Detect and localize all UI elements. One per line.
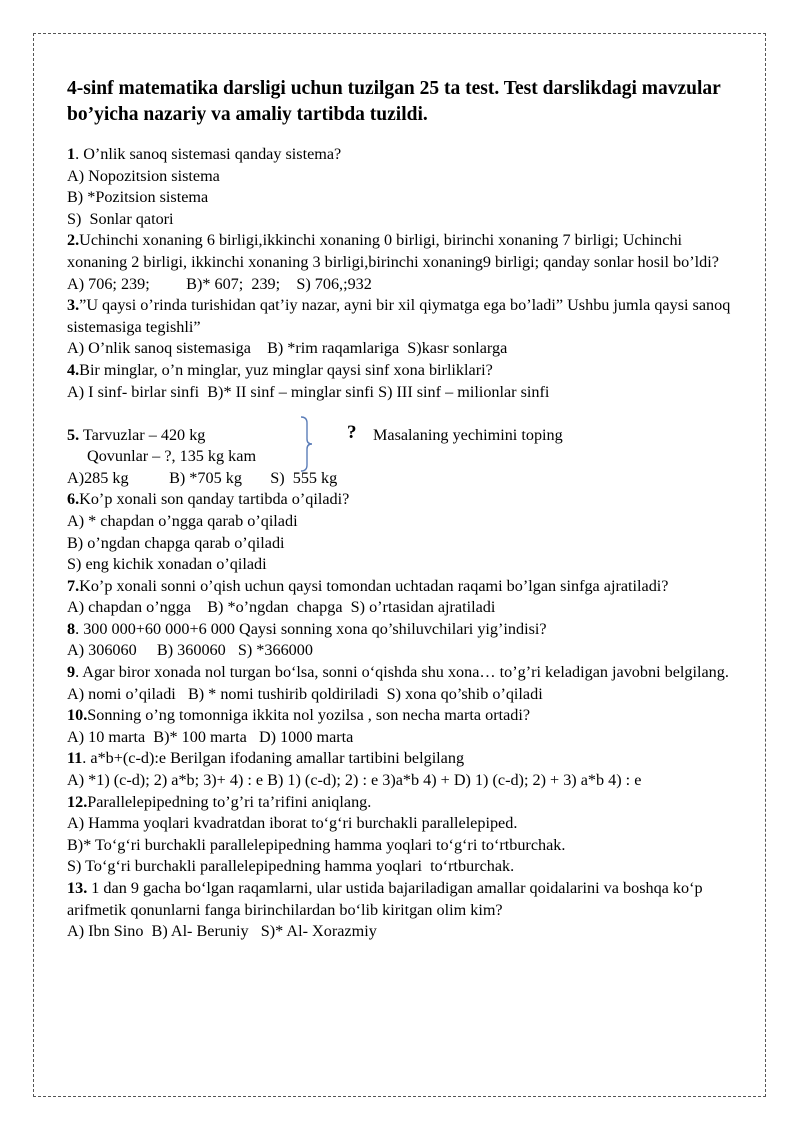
question-text: . a*b+(c-d):e Berilgan ifodaning amallar tartibini belgilang: [82, 749, 465, 768]
question-4: [67, 360, 737, 382]
question-number: 3.: [67, 296, 80, 315]
question-number: 13.: [67, 879, 88, 897]
answer-option: S) eng kichik xonadan o’qiladi: [67, 555, 267, 574]
question-number: 8: [67, 619, 76, 638]
answer-option: A) nomi o’qiladi B) * nomi tushirib qoldiriladi S) xona qo’shib o’qiladi: [67, 684, 543, 703]
question-number: 9: [67, 663, 76, 682]
answer-option: A) 306060 B) 360060 S) *366000: [67, 641, 313, 660]
question-text: . O’nlik sanoq sistemasi qanday sistema?: [75, 145, 342, 163]
question-6: [67, 489, 737, 511]
question-text: Ko’p xonali sonni o’qish uchun qaysi tomondan uchtadan raqami bo’lgan sinfga ajratiladi?: [79, 576, 669, 595]
question-number: 11: [67, 749, 83, 768]
question-number: 1: [67, 145, 76, 163]
question-text: Bir minglar, o’n minglar, yuz minglar qaysi sinf xona birliklari?: [79, 360, 493, 379]
page-title: 4-sinf matematika darsligi uchun tuzilgan 25 ta test. Test darslikdagi mavzular bo’yicha nazariy va amaliy tartibda tuzildi.: [67, 78, 721, 125]
answer-option: A) * chapdan o’ngga qarab o’qiladi: [67, 511, 298, 530]
question-number: 10.: [67, 706, 88, 725]
task-instruction: Masalaning yechimini toping: [373, 425, 563, 444]
question-text: Sonning o’ng tomonniga ikkita nol yozilsa , son necha marta ortadi?: [87, 706, 531, 725]
question-12: [67, 792, 737, 814]
answer-option: B) o’ngdan chapga qarab o’qiladi: [67, 533, 285, 552]
question-13: [67, 878, 737, 921]
question-2: [67, 230, 737, 273]
question-number: 5.: [67, 425, 80, 444]
question-5: [67, 421, 737, 468]
answer-option: A) 10 marta B)* 100 marta D) 1000 marta: [67, 727, 354, 746]
question-7: [67, 576, 737, 598]
answer-option: A) *1) (c-d); 2) a*b; 3)+ 4) : e B) 1) (c-d); 2) : e 3)a*b 4) + D) 1) (c-d); 2) + 3) a*b 4) : e: [67, 771, 642, 790]
answer-option: A) Nopozitsion sistema: [67, 166, 220, 185]
question-text: Tarvuzlar – 420 kg: [79, 425, 206, 444]
question-number: 2.: [67, 231, 80, 250]
question-3: [67, 295, 737, 338]
question-text: 1 dan 9 gacha bo‘lgan raqamlarni, ular ustida bajariladigan amallar qoidalarini va boshqa ko‘p arifmetik qonunlarni fanga birinchilardan bo‘lib kiritgan olim kim?: [67, 879, 703, 919]
answer-option: S) To‘g‘ri burchakli parallelepipedning hamma yoqlari to‘rtburchak.: [67, 857, 515, 876]
answer-option: A) Ibn Sino B) Al- Beruniy S)* Al- Xorazmiy: [67, 922, 377, 941]
question-number: 7.: [67, 576, 80, 595]
question-8: [67, 619, 737, 641]
question-text: . Agar biror xonada nol turgan bo‘lsa, sonni o‘qishda shu xona… to’g’ri keladigan javobni belgilang.: [75, 663, 729, 682]
answer-option: B)* To‘g‘ri burchakli parallelepipedning hamma yoqlari to‘g‘ri to‘rtburchak.: [67, 835, 566, 854]
answer-option: A)285 kg B) *705 kg S) 555 kg: [67, 468, 338, 487]
answer-option: S) Sonlar qatori: [67, 209, 174, 228]
question-text: ”U qaysi o’rinda turishidan qat’iy nazar, ayni bir xil qiymatga ega bo’ladi” Ushbu jumla qaysi sanoq sistemasiga tegishli”: [67, 296, 731, 336]
answer-option: A) 706; 239; B)* 607; 239; S) 706,;932: [67, 274, 372, 293]
question-text: Parallelepipedning to’g’ri ta’rifini aniqlang.: [87, 792, 372, 811]
question-text: Uchinchi xonaning 6 birligi,ikkinchi xonaning 0 birligi, birinchi xonaning 7 birligi; Uchinchi xonaning 2 birligi, ikkinchi xonaning 3 birligi,birinchi xonaning9 birligi; qanday sonlar hosil bo’ldi?: [67, 231, 719, 271]
question-5-line-1: [67, 425, 205, 447]
question-5-line-2: Qovunlar – ?, 135 kg kam: [87, 447, 257, 466]
answer-option: A) I sinf- birlar sinfi B)* II sinf – minglar sinfi S) III sinf – milionlar sinfi: [67, 382, 550, 401]
answer-option: A) chapdan o’ngga B) *o’ngdan chapga S) o’rtasidan ajratiladi: [67, 598, 496, 617]
blank-line: [67, 403, 737, 425]
question-number: 6.: [67, 490, 80, 509]
question-text: . 300 000+60 000+6 000 Qaysi sonning xona qo’shiluvchilari yig’indisi?: [75, 619, 547, 638]
question-number: 12.: [67, 792, 88, 811]
question-text: Ko’p xonali son qanday tartibda o’qiladi?: [79, 490, 350, 509]
question-10: [67, 705, 737, 727]
question-9: [67, 662, 737, 684]
question-mark: ?: [347, 421, 357, 443]
question-11: [67, 748, 737, 770]
answer-option: A) Hamma yoqlari kvadratdan iborat to‘g‘ri burchakli parallelepiped.: [67, 814, 518, 833]
right-brace-icon: [299, 415, 315, 473]
question-1: [67, 144, 737, 166]
answer-option: B) *Pozitsion sistema: [67, 188, 209, 207]
answer-option: A) O’nlik sanoq sistemasiga B) *rim raqamlariga S)kasr sonlarga: [67, 339, 508, 358]
document-body: [67, 76, 737, 943]
question-number: 4.: [67, 360, 80, 379]
